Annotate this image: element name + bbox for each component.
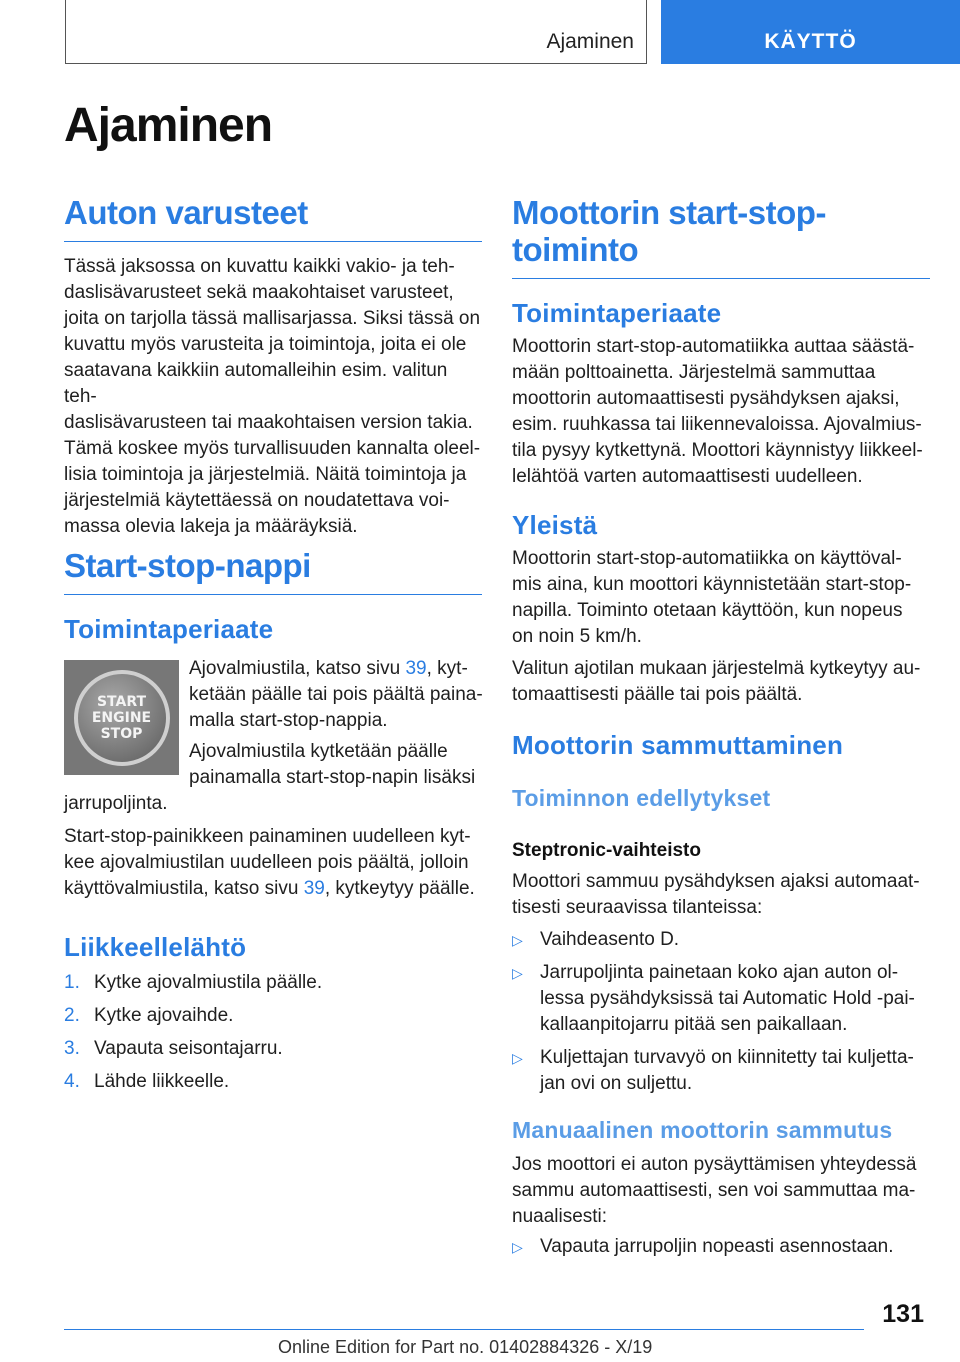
paragraph-yleista-1: Moottorin start-stop-automatiikka on käyttöval‐ mis aina, kun moottori käynnistetään start-stop- napilla. Toiminto otetaan käyttöön, kun nopeus on noin 5 km/h.	[512, 548, 912, 647]
triangle-bullet-icon: ▷	[512, 965, 523, 981]
paragraph-manuaalinen: Jos moottori ei auton pysäyttämisen yhteydessä sammu automaattisesti, sen voi sammuttaa ma‐ nuaalisesti:	[512, 1154, 917, 1227]
subheading-toimintaperiaate-left: Toimintaperiaate	[64, 614, 274, 644]
heading-liikkeellelahto: Liikkeellelähtö	[64, 932, 247, 962]
list-item: 1. Kytke ajovalmiustila päälle.	[64, 972, 323, 993]
bullets-sammuttaminen	[512, 927, 930, 1097]
page-link-39[interactable]: 39	[405, 658, 427, 679]
subheading-toiminnon-edellytykset: Toiminnon edellytykset	[512, 785, 771, 811]
paragraph-start-stop-3: Start-stop-painikkeen painaminen uudelleen kyt‐ kee ajovalmiustilan uudelleen pois päältä, jolloin käyttövalmiustila, katso sivu 39, kytkeytyy päälle.	[64, 826, 475, 899]
paragraph-yleista-2: Valitun ajotilan mukaan järjestelmä kytkeytyy au‐ tomaattisesti päälle tai pois päältä.	[512, 658, 921, 705]
footer-divider	[64, 1329, 864, 1330]
paragraph-toimintaperiaate: Moottorin start-stop-automatiikka auttaa säästä‐ mään polttoainetta. Järjestelmä sammuttaa moottorin automaattisesti pysähdyksen ajaksi, esim. ruuhkassa tai liikennevaloissa. Ajovalmius‐ tila pysyy kytkettynä. Moottori käynnistyy liikkeel‐ lelähtöä varten automaattisesti uudelleen.	[512, 336, 923, 487]
triangle-bullet-icon: ▷	[512, 932, 523, 948]
triangle-bullet-icon: ▷	[512, 1239, 523, 1255]
subheading-yleista: Yleistä	[512, 510, 598, 540]
subheading-toimintaperiaate-right: Toimintaperiaate	[512, 298, 722, 328]
heading-start-stop-toiminto: Moottorin start-stop- toiminto	[512, 194, 930, 279]
page-title: Ajaminen	[64, 99, 273, 152]
footer-edition: Online Edition for Part no. 01402884326 - X/19	[278, 1337, 653, 1357]
list-item: 2. Kytke ajovaihde.	[64, 1005, 234, 1026]
subheading-moottorin-sammuttaminen: Moottorin sammuttaminen	[512, 730, 844, 760]
paragraph-start-stop-2: Ajovalmiustila kytketään päälle painamalla start-stop-napin lisäksi	[189, 741, 476, 788]
list-item: ▷ Jarrupoljinta painetaan koko ajan auton ol‐ lessa pysähdyksissä tai Automatic Hold -pai‐ kallaanpitojarru pitää sen paikallaan.	[512, 962, 915, 1035]
bullets-manuaalinen	[512, 1234, 930, 1260]
header-section-box	[65, 0, 647, 64]
header-chapter-tab: KÄYTTÖ	[661, 0, 960, 64]
paragraph-start-stop-2-cont: jarrupoljinta.	[64, 793, 168, 814]
start-engine-stop-button-image	[64, 660, 179, 775]
page-link-39-b[interactable]: 39	[303, 878, 325, 899]
list-item: 4. Lähde liikkeelle.	[64, 1071, 230, 1092]
heading-start-stop-nappi: Start-stop-nappi	[64, 547, 482, 595]
list-item: ▷ Vaihdeasento D.	[512, 927, 930, 953]
list-item: ▷ Vapauta jarrupoljin nopeasti asennostaan.	[512, 1234, 930, 1260]
heading-auton-varusteet: Auton varusteet	[64, 194, 482, 242]
list-item: ▷ Kuljettajan turvavyö on kiinnitetty tai kuljetta‐ jan ovi on suljettu.	[512, 1047, 914, 1094]
paragraph-auton-varusteet: Tässä jaksossa on kuvattu kaikki vakio- ja teh‐ daslisävarusteet sekä maakohtaiset varusteet, joita on tarjolla tässä mallisarjassa. Siksi tässä on kuvattu myös varusteita ja toimintoja, joita ei ole saatavana kaikkiin automalleihin esim. valitun teh‐ daslisävarusteen tai maakohtaisen version takia. Tämä koskee myös turvallisuuden kannalta oleel‐ lisia toimintoja ja järjestelmiä. Näitä toimintoja ja järjestelmiä käytettäessä on noudatettava voi‐ massa olevia lakeja ja määräyksiä.	[64, 256, 481, 537]
header-section-title: Ajaminen	[546, 30, 634, 53]
steps-liikkeellelahto	[64, 966, 322, 1098]
subheading-steptronic-vaihteisto: Steptronic-vaihteisto	[512, 840, 701, 861]
list-item: 3. Vapauta seisontajarru.	[64, 1038, 283, 1059]
paragraph-start-stop-1: Ajovalmiustila, katso sivu 39, kyt‐ ketään päälle tai pois päältä paina‐ malla start-stop-nappia.	[189, 658, 483, 731]
triangle-bullet-icon: ▷	[512, 1050, 523, 1066]
page-number: 131	[882, 1300, 924, 1328]
paragraph-sammuttaminen: Moottori sammuu pysähdyksen ajaksi automaat‐ tisesti seuraavissa tilanteissa:	[512, 871, 920, 918]
start-stop-button-icon: START ENGINE STOP	[74, 670, 170, 766]
subheading-manuaalinen-sammutus: Manuaalinen moottorin sammutus	[512, 1117, 893, 1143]
